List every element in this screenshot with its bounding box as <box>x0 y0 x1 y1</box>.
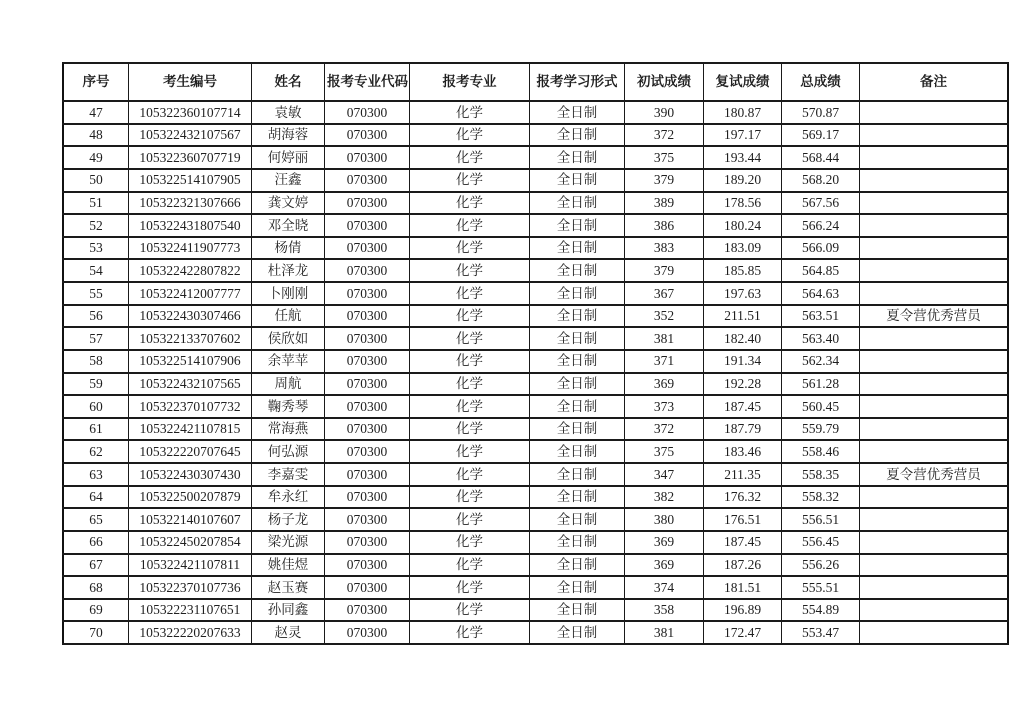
cell-study-form: 全日制 <box>530 576 625 599</box>
cell-name: 邓全晓 <box>252 214 325 237</box>
cell-study-form: 全日制 <box>530 259 625 282</box>
cell-major-code: 070300 <box>325 418 410 441</box>
cell-total-score: 564.85 <box>782 259 860 282</box>
cell-major-code: 070300 <box>325 124 410 147</box>
table-row <box>63 282 1008 305</box>
cell-major-code: 070300 <box>325 237 410 260</box>
cell-name: 何弘源 <box>252 440 325 463</box>
cell-remark <box>860 621 1009 644</box>
cell-retest-score: 196.89 <box>704 599 782 622</box>
cell-name: 卜刚刚 <box>252 282 325 305</box>
cell-total-score: 568.20 <box>782 169 860 192</box>
score-table <box>62 62 1009 645</box>
cell-initial-score: 382 <box>625 486 704 509</box>
cell-major: 化学 <box>410 599 530 622</box>
cell-major: 化学 <box>410 305 530 328</box>
cell-name: 何婷丽 <box>252 146 325 169</box>
cell-initial-score: 369 <box>625 373 704 396</box>
cell-candidate-id: 105322220207633 <box>129 621 252 644</box>
cell-retest-score: 191.34 <box>704 350 782 373</box>
cell-total-score: 566.09 <box>782 237 860 260</box>
cell-major: 化学 <box>410 418 530 441</box>
cell-major-code: 070300 <box>325 463 410 486</box>
table-row <box>63 463 1008 486</box>
cell-total-score: 567.56 <box>782 192 860 215</box>
cell-initial-score: 371 <box>625 350 704 373</box>
cell-major-code: 070300 <box>325 327 410 350</box>
cell-index: 61 <box>63 418 129 441</box>
cell-remark <box>860 101 1009 124</box>
cell-study-form: 全日制 <box>530 373 625 396</box>
cell-candidate-id: 105322450207854 <box>129 531 252 554</box>
cell-major: 化学 <box>410 214 530 237</box>
cell-study-form: 全日制 <box>530 305 625 328</box>
cell-index: 52 <box>63 214 129 237</box>
cell-name: 杜泽龙 <box>252 259 325 282</box>
cell-total-score: 553.47 <box>782 621 860 644</box>
cell-initial-score: 386 <box>625 214 704 237</box>
cell-index: 53 <box>63 237 129 260</box>
cell-remark <box>860 486 1009 509</box>
cell-major-code: 070300 <box>325 554 410 577</box>
cell-study-form: 全日制 <box>530 282 625 305</box>
cell-remark <box>860 373 1009 396</box>
cell-major: 化学 <box>410 463 530 486</box>
cell-index: 59 <box>63 373 129 396</box>
table-header <box>63 63 1008 101</box>
cell-name: 杨子龙 <box>252 508 325 531</box>
column-header-study-form: 报考学习形式 <box>530 63 625 101</box>
cell-total-score: 556.45 <box>782 531 860 554</box>
cell-candidate-id: 105322422807822 <box>129 259 252 282</box>
cell-major: 化学 <box>410 508 530 531</box>
cell-study-form: 全日制 <box>530 192 625 215</box>
cell-initial-score: 352 <box>625 305 704 328</box>
cell-major: 化学 <box>410 282 530 305</box>
cell-study-form: 全日制 <box>530 101 625 124</box>
cell-name: 赵灵 <box>252 621 325 644</box>
cell-index: 54 <box>63 259 129 282</box>
cell-name: 侯欣如 <box>252 327 325 350</box>
cell-index: 69 <box>63 599 129 622</box>
column-header-major: 报考专业 <box>410 63 530 101</box>
cell-initial-score: 374 <box>625 576 704 599</box>
cell-remark <box>860 418 1009 441</box>
table-row <box>63 214 1008 237</box>
column-header-remark: 备注 <box>860 63 1009 101</box>
cell-study-form: 全日制 <box>530 599 625 622</box>
cell-index: 66 <box>63 531 129 554</box>
cell-major-code: 070300 <box>325 395 410 418</box>
table-row <box>63 192 1008 215</box>
column-header-name: 姓名 <box>252 63 325 101</box>
cell-remark <box>860 327 1009 350</box>
cell-index: 56 <box>63 305 129 328</box>
table-row <box>63 554 1008 577</box>
cell-index: 68 <box>63 576 129 599</box>
cell-name: 鞠秀琴 <box>252 395 325 418</box>
cell-index: 67 <box>63 554 129 577</box>
cell-candidate-id: 105322370107732 <box>129 395 252 418</box>
cell-name: 任航 <box>252 305 325 328</box>
cell-candidate-id: 105322220707645 <box>129 440 252 463</box>
column-header-major-code: 报考专业代码 <box>325 63 410 101</box>
cell-candidate-id: 105322500207879 <box>129 486 252 509</box>
cell-candidate-id: 105322432107567 <box>129 124 252 147</box>
table-row <box>63 259 1008 282</box>
header-row <box>63 63 1008 101</box>
cell-candidate-id: 105322514107906 <box>129 350 252 373</box>
cell-major-code: 070300 <box>325 508 410 531</box>
column-header-candidate-id: 考生编号 <box>129 63 252 101</box>
cell-retest-score: 185.85 <box>704 259 782 282</box>
cell-retest-score: 187.45 <box>704 395 782 418</box>
cell-retest-score: 187.45 <box>704 531 782 554</box>
cell-major: 化学 <box>410 395 530 418</box>
cell-major-code: 070300 <box>325 350 410 373</box>
cell-study-form: 全日制 <box>530 395 625 418</box>
cell-major: 化学 <box>410 146 530 169</box>
cell-initial-score: 381 <box>625 327 704 350</box>
cell-name: 姚佳煜 <box>252 554 325 577</box>
table-row <box>63 486 1008 509</box>
cell-major-code: 070300 <box>325 440 410 463</box>
cell-initial-score: 375 <box>625 440 704 463</box>
cell-study-form: 全日制 <box>530 440 625 463</box>
cell-index: 63 <box>63 463 129 486</box>
column-header-total-score: 总成绩 <box>782 63 860 101</box>
cell-name: 梁光源 <box>252 531 325 554</box>
cell-remark <box>860 214 1009 237</box>
cell-remark <box>860 599 1009 622</box>
cell-total-score: 568.44 <box>782 146 860 169</box>
cell-index: 58 <box>63 350 129 373</box>
cell-total-score: 558.32 <box>782 486 860 509</box>
table-row <box>63 101 1008 124</box>
cell-candidate-id: 105322360107714 <box>129 101 252 124</box>
table-row <box>63 146 1008 169</box>
cell-name: 牟永红 <box>252 486 325 509</box>
cell-candidate-id: 105322140107607 <box>129 508 252 531</box>
table-row <box>63 621 1008 644</box>
column-header-index: 序号 <box>63 63 129 101</box>
table-row <box>63 599 1008 622</box>
cell-study-form: 全日制 <box>530 169 625 192</box>
cell-remark <box>860 576 1009 599</box>
cell-total-score: 564.63 <box>782 282 860 305</box>
cell-name: 孙同鑫 <box>252 599 325 622</box>
cell-candidate-id: 105322412007777 <box>129 282 252 305</box>
cell-total-score: 563.40 <box>782 327 860 350</box>
cell-index: 47 <box>63 101 129 124</box>
cell-total-score: 563.51 <box>782 305 860 328</box>
cell-retest-score: 176.51 <box>704 508 782 531</box>
table-row <box>63 169 1008 192</box>
cell-retest-score: 178.56 <box>704 192 782 215</box>
cell-study-form: 全日制 <box>530 327 625 350</box>
table-row <box>63 531 1008 554</box>
cell-remark <box>860 554 1009 577</box>
cell-remark <box>860 395 1009 418</box>
table-body <box>63 101 1008 644</box>
cell-major-code: 070300 <box>325 305 410 328</box>
cell-retest-score: 180.24 <box>704 214 782 237</box>
table-row <box>63 373 1008 396</box>
cell-major: 化学 <box>410 192 530 215</box>
cell-retest-score: 197.63 <box>704 282 782 305</box>
cell-major-code: 070300 <box>325 621 410 644</box>
cell-index: 51 <box>63 192 129 215</box>
cell-major: 化学 <box>410 101 530 124</box>
cell-study-form: 全日制 <box>530 350 625 373</box>
cell-major-code: 070300 <box>325 146 410 169</box>
cell-retest-score: 180.87 <box>704 101 782 124</box>
cell-remark <box>860 169 1009 192</box>
cell-initial-score: 373 <box>625 395 704 418</box>
cell-total-score: 558.35 <box>782 463 860 486</box>
cell-retest-score: 189.20 <box>704 169 782 192</box>
cell-major-code: 070300 <box>325 576 410 599</box>
cell-major: 化学 <box>410 554 530 577</box>
cell-total-score: 570.87 <box>782 101 860 124</box>
cell-initial-score: 369 <box>625 531 704 554</box>
cell-candidate-id: 105322360707719 <box>129 146 252 169</box>
cell-index: 64 <box>63 486 129 509</box>
cell-major-code: 070300 <box>325 169 410 192</box>
cell-remark <box>860 440 1009 463</box>
cell-study-form: 全日制 <box>530 418 625 441</box>
cell-study-form: 全日制 <box>530 124 625 147</box>
cell-major-code: 070300 <box>325 599 410 622</box>
cell-initial-score: 347 <box>625 463 704 486</box>
cell-initial-score: 383 <box>625 237 704 260</box>
cell-name: 余苹苹 <box>252 350 325 373</box>
admission-score-sheet <box>62 62 1009 645</box>
cell-initial-score: 389 <box>625 192 704 215</box>
column-header-initial-score: 初试成绩 <box>625 63 704 101</box>
cell-major-code: 070300 <box>325 282 410 305</box>
cell-initial-score: 379 <box>625 259 704 282</box>
cell-initial-score: 372 <box>625 124 704 147</box>
cell-remark <box>860 531 1009 554</box>
cell-remark <box>860 237 1009 260</box>
cell-name: 周航 <box>252 373 325 396</box>
cell-retest-score: 211.35 <box>704 463 782 486</box>
cell-total-score: 560.45 <box>782 395 860 418</box>
cell-name: 赵玉赛 <box>252 576 325 599</box>
cell-retest-score: 183.09 <box>704 237 782 260</box>
cell-candidate-id: 105322231107651 <box>129 599 252 622</box>
cell-name: 龚文婷 <box>252 192 325 215</box>
cell-major-code: 070300 <box>325 259 410 282</box>
cell-candidate-id: 105322321307666 <box>129 192 252 215</box>
cell-retest-score: 183.46 <box>704 440 782 463</box>
cell-candidate-id: 105322430307466 <box>129 305 252 328</box>
cell-major: 化学 <box>410 531 530 554</box>
cell-study-form: 全日制 <box>530 463 625 486</box>
cell-initial-score: 372 <box>625 418 704 441</box>
cell-study-form: 全日制 <box>530 531 625 554</box>
cell-total-score: 558.46 <box>782 440 860 463</box>
cell-remark <box>860 350 1009 373</box>
cell-remark <box>860 259 1009 282</box>
cell-initial-score: 380 <box>625 508 704 531</box>
table-row <box>63 305 1008 328</box>
cell-total-score: 562.34 <box>782 350 860 373</box>
cell-remark <box>860 124 1009 147</box>
table-row <box>63 418 1008 441</box>
cell-total-score: 569.17 <box>782 124 860 147</box>
cell-candidate-id: 105322432107565 <box>129 373 252 396</box>
cell-total-score: 555.51 <box>782 576 860 599</box>
cell-remark <box>860 192 1009 215</box>
cell-index: 57 <box>63 327 129 350</box>
table-row <box>63 576 1008 599</box>
cell-name: 汪鑫 <box>252 169 325 192</box>
cell-major-code: 070300 <box>325 373 410 396</box>
cell-total-score: 554.89 <box>782 599 860 622</box>
cell-index: 50 <box>63 169 129 192</box>
table-row <box>63 124 1008 147</box>
cell-candidate-id: 105322370107736 <box>129 576 252 599</box>
cell-retest-score: 181.51 <box>704 576 782 599</box>
cell-major: 化学 <box>410 486 530 509</box>
cell-remark <box>860 282 1009 305</box>
cell-remark <box>860 508 1009 531</box>
cell-total-score: 556.26 <box>782 554 860 577</box>
cell-total-score: 566.24 <box>782 214 860 237</box>
cell-candidate-id: 105322430307430 <box>129 463 252 486</box>
table-row <box>63 350 1008 373</box>
cell-name: 李嘉雯 <box>252 463 325 486</box>
cell-name: 常海燕 <box>252 418 325 441</box>
cell-retest-score: 187.26 <box>704 554 782 577</box>
cell-major: 化学 <box>410 576 530 599</box>
cell-study-form: 全日制 <box>530 486 625 509</box>
cell-major-code: 070300 <box>325 214 410 237</box>
cell-candidate-id: 105322431807540 <box>129 214 252 237</box>
cell-initial-score: 358 <box>625 599 704 622</box>
cell-retest-score: 192.28 <box>704 373 782 396</box>
cell-retest-score: 187.79 <box>704 418 782 441</box>
cell-name: 胡海蓉 <box>252 124 325 147</box>
cell-index: 55 <box>63 282 129 305</box>
table-row <box>63 508 1008 531</box>
cell-major: 化学 <box>410 621 530 644</box>
cell-candidate-id: 105322411907773 <box>129 237 252 260</box>
cell-name: 杨倩 <box>252 237 325 260</box>
table-row <box>63 327 1008 350</box>
cell-major: 化学 <box>410 327 530 350</box>
cell-total-score: 559.79 <box>782 418 860 441</box>
cell-retest-score: 211.51 <box>704 305 782 328</box>
cell-name: 袁敏 <box>252 101 325 124</box>
cell-candidate-id: 105322421107811 <box>129 554 252 577</box>
cell-study-form: 全日制 <box>530 214 625 237</box>
cell-index: 48 <box>63 124 129 147</box>
cell-index: 60 <box>63 395 129 418</box>
table-row <box>63 440 1008 463</box>
cell-total-score: 556.51 <box>782 508 860 531</box>
cell-major: 化学 <box>410 237 530 260</box>
cell-retest-score: 197.17 <box>704 124 782 147</box>
cell-candidate-id: 105322133707602 <box>129 327 252 350</box>
cell-candidate-id: 105322421107815 <box>129 418 252 441</box>
cell-initial-score: 369 <box>625 554 704 577</box>
cell-initial-score: 367 <box>625 282 704 305</box>
cell-remark: 夏令营优秀营员 <box>860 305 1009 328</box>
cell-study-form: 全日制 <box>530 508 625 531</box>
cell-major: 化学 <box>410 259 530 282</box>
cell-retest-score: 172.47 <box>704 621 782 644</box>
cell-remark: 夏令营优秀营员 <box>860 463 1009 486</box>
cell-index: 65 <box>63 508 129 531</box>
cell-major-code: 070300 <box>325 192 410 215</box>
cell-major-code: 070300 <box>325 531 410 554</box>
cell-major-code: 070300 <box>325 486 410 509</box>
cell-major: 化学 <box>410 124 530 147</box>
cell-candidate-id: 105322514107905 <box>129 169 252 192</box>
cell-remark <box>860 146 1009 169</box>
table-row <box>63 395 1008 418</box>
cell-study-form: 全日制 <box>530 554 625 577</box>
cell-index: 70 <box>63 621 129 644</box>
cell-index: 62 <box>63 440 129 463</box>
cell-initial-score: 381 <box>625 621 704 644</box>
cell-major: 化学 <box>410 350 530 373</box>
cell-major-code: 070300 <box>325 101 410 124</box>
table-row <box>63 237 1008 260</box>
cell-retest-score: 193.44 <box>704 146 782 169</box>
cell-total-score: 561.28 <box>782 373 860 396</box>
cell-major: 化学 <box>410 373 530 396</box>
cell-initial-score: 379 <box>625 169 704 192</box>
cell-index: 49 <box>63 146 129 169</box>
cell-retest-score: 176.32 <box>704 486 782 509</box>
cell-study-form: 全日制 <box>530 237 625 260</box>
column-header-retest-score: 复试成绩 <box>704 63 782 101</box>
cell-initial-score: 375 <box>625 146 704 169</box>
cell-major: 化学 <box>410 440 530 463</box>
cell-initial-score: 390 <box>625 101 704 124</box>
cell-study-form: 全日制 <box>530 146 625 169</box>
cell-major: 化学 <box>410 169 530 192</box>
cell-retest-score: 182.40 <box>704 327 782 350</box>
cell-study-form: 全日制 <box>530 621 625 644</box>
